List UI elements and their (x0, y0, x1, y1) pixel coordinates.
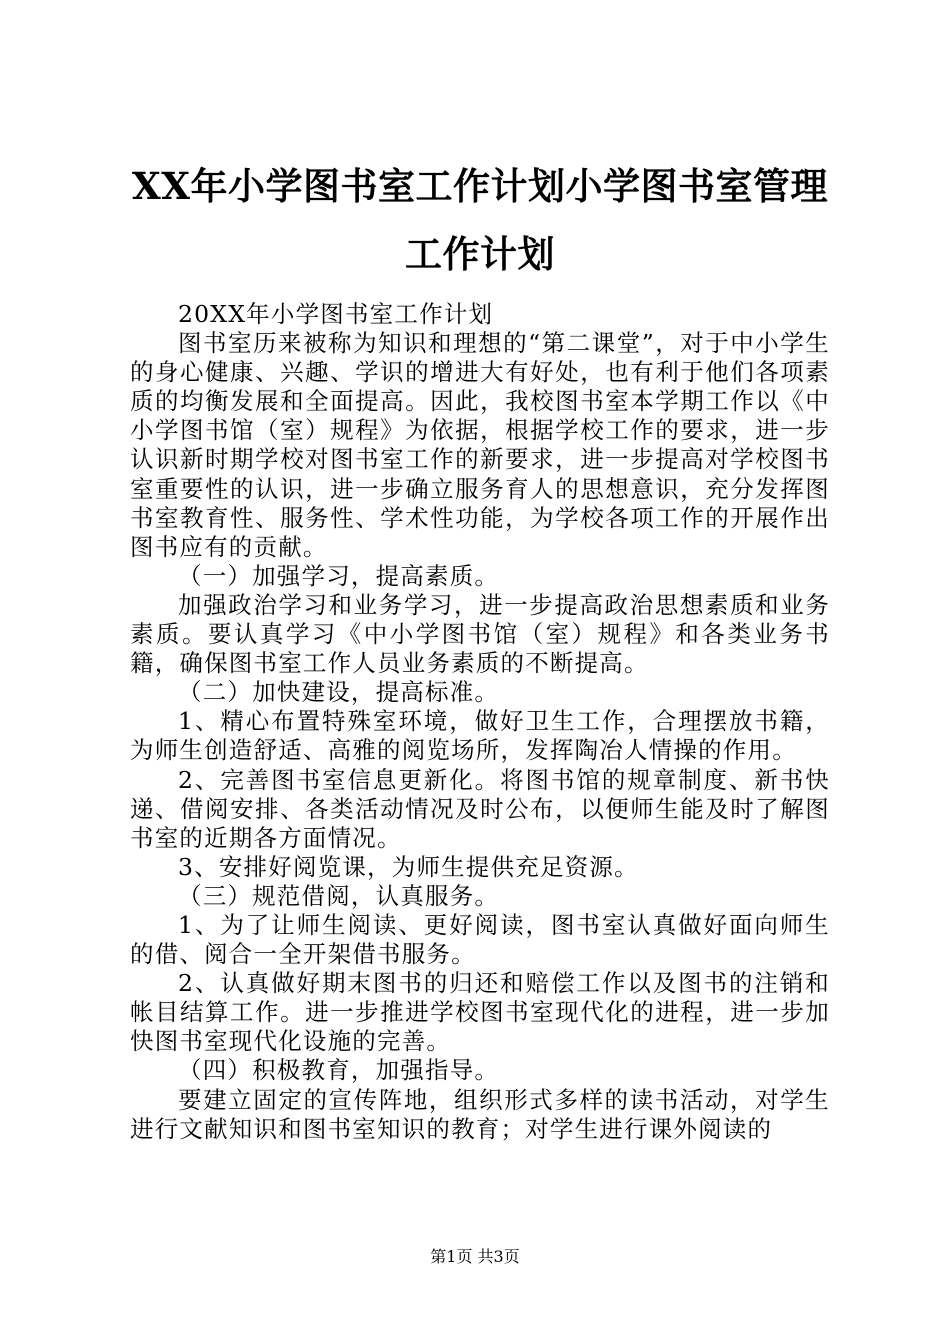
section-heading-3: （三）规范借阅，认真服务。 (178, 881, 500, 910)
paragraph: 要建立固定的宣传阵地，组织形式多样的读书活动，对学生进行文献知识和图书室知识的教育；对学生进行课外阅读的 (130, 1085, 830, 1143)
paragraph: 3、安排好阅览课，为师生提供充足资源。 (178, 852, 639, 881)
paragraph-subtitle: 20XX年小学图书室工作计划 (178, 300, 494, 328)
paragraph-intro: 图书室历来被称为知识和理想的“第二课堂”，对于中小学生的身心健康、兴趣、学识的增进大有好处，也有利于他们各项素质的均衡发展和全面提高。因此，我校图书室本学期工作以《中小学图书馆（室）规程》为依据，根据学校工作的要求，进一步认识新时期学校对图书室工作的新要求，进一步提高对学校图书室重要性的认识，进一步确立服务育人的思想意识，充分发挥图书室教育性、服务性、学术性功能，为学校各项工作的开展作出图书应有的贡献。 (130, 329, 830, 561)
paragraph: 2、完善图书室信息更新化。将图书馆的规章制度、新书快递、借阅安排、各类活动情况及时公布，以便师生能及时了解图书室的近期各方面情况。 (130, 765, 830, 852)
paragraph: 2、认真做好期末图书的归还和赔偿工作以及图书的注销和帐目结算工作。进一步推进学校图书室现代化的进程，进一步加快图书室现代化设施的完善。 (130, 969, 830, 1056)
paragraph: 加强政治学习和业务学习，进一步提高政治思想素质和业务素质。要认真学习《中小学图书馆（室）规程》和各类业务书籍，确保图书室工作人员业务素质的不断提高。 (130, 590, 830, 678)
document-body (130, 300, 830, 1144)
paragraph: 1、为了让师生阅读、更好阅读，图书室认真做好面向师生的借、阅合一全开架借书服务。 (130, 910, 830, 969)
section-heading-1: （一）加强学习，提高素质。 (178, 561, 500, 590)
section-heading-4: （四）积极教育，加强指导。 (178, 1056, 500, 1085)
page-footer: 第1页 共3页 (430, 1247, 520, 1266)
paragraph: 1、精心布置特殊室环境，做好卫生工作，合理摆放书籍，为师生创造舒适、高雅的阅览场所，发挥陶冶人情操的作用。 (130, 707, 830, 765)
section-heading-2: （二）加快建设，提高标准。 (178, 678, 500, 707)
document-title: XX年小学图书室工作计划小学图书室管理工作计划 (132, 164, 828, 276)
